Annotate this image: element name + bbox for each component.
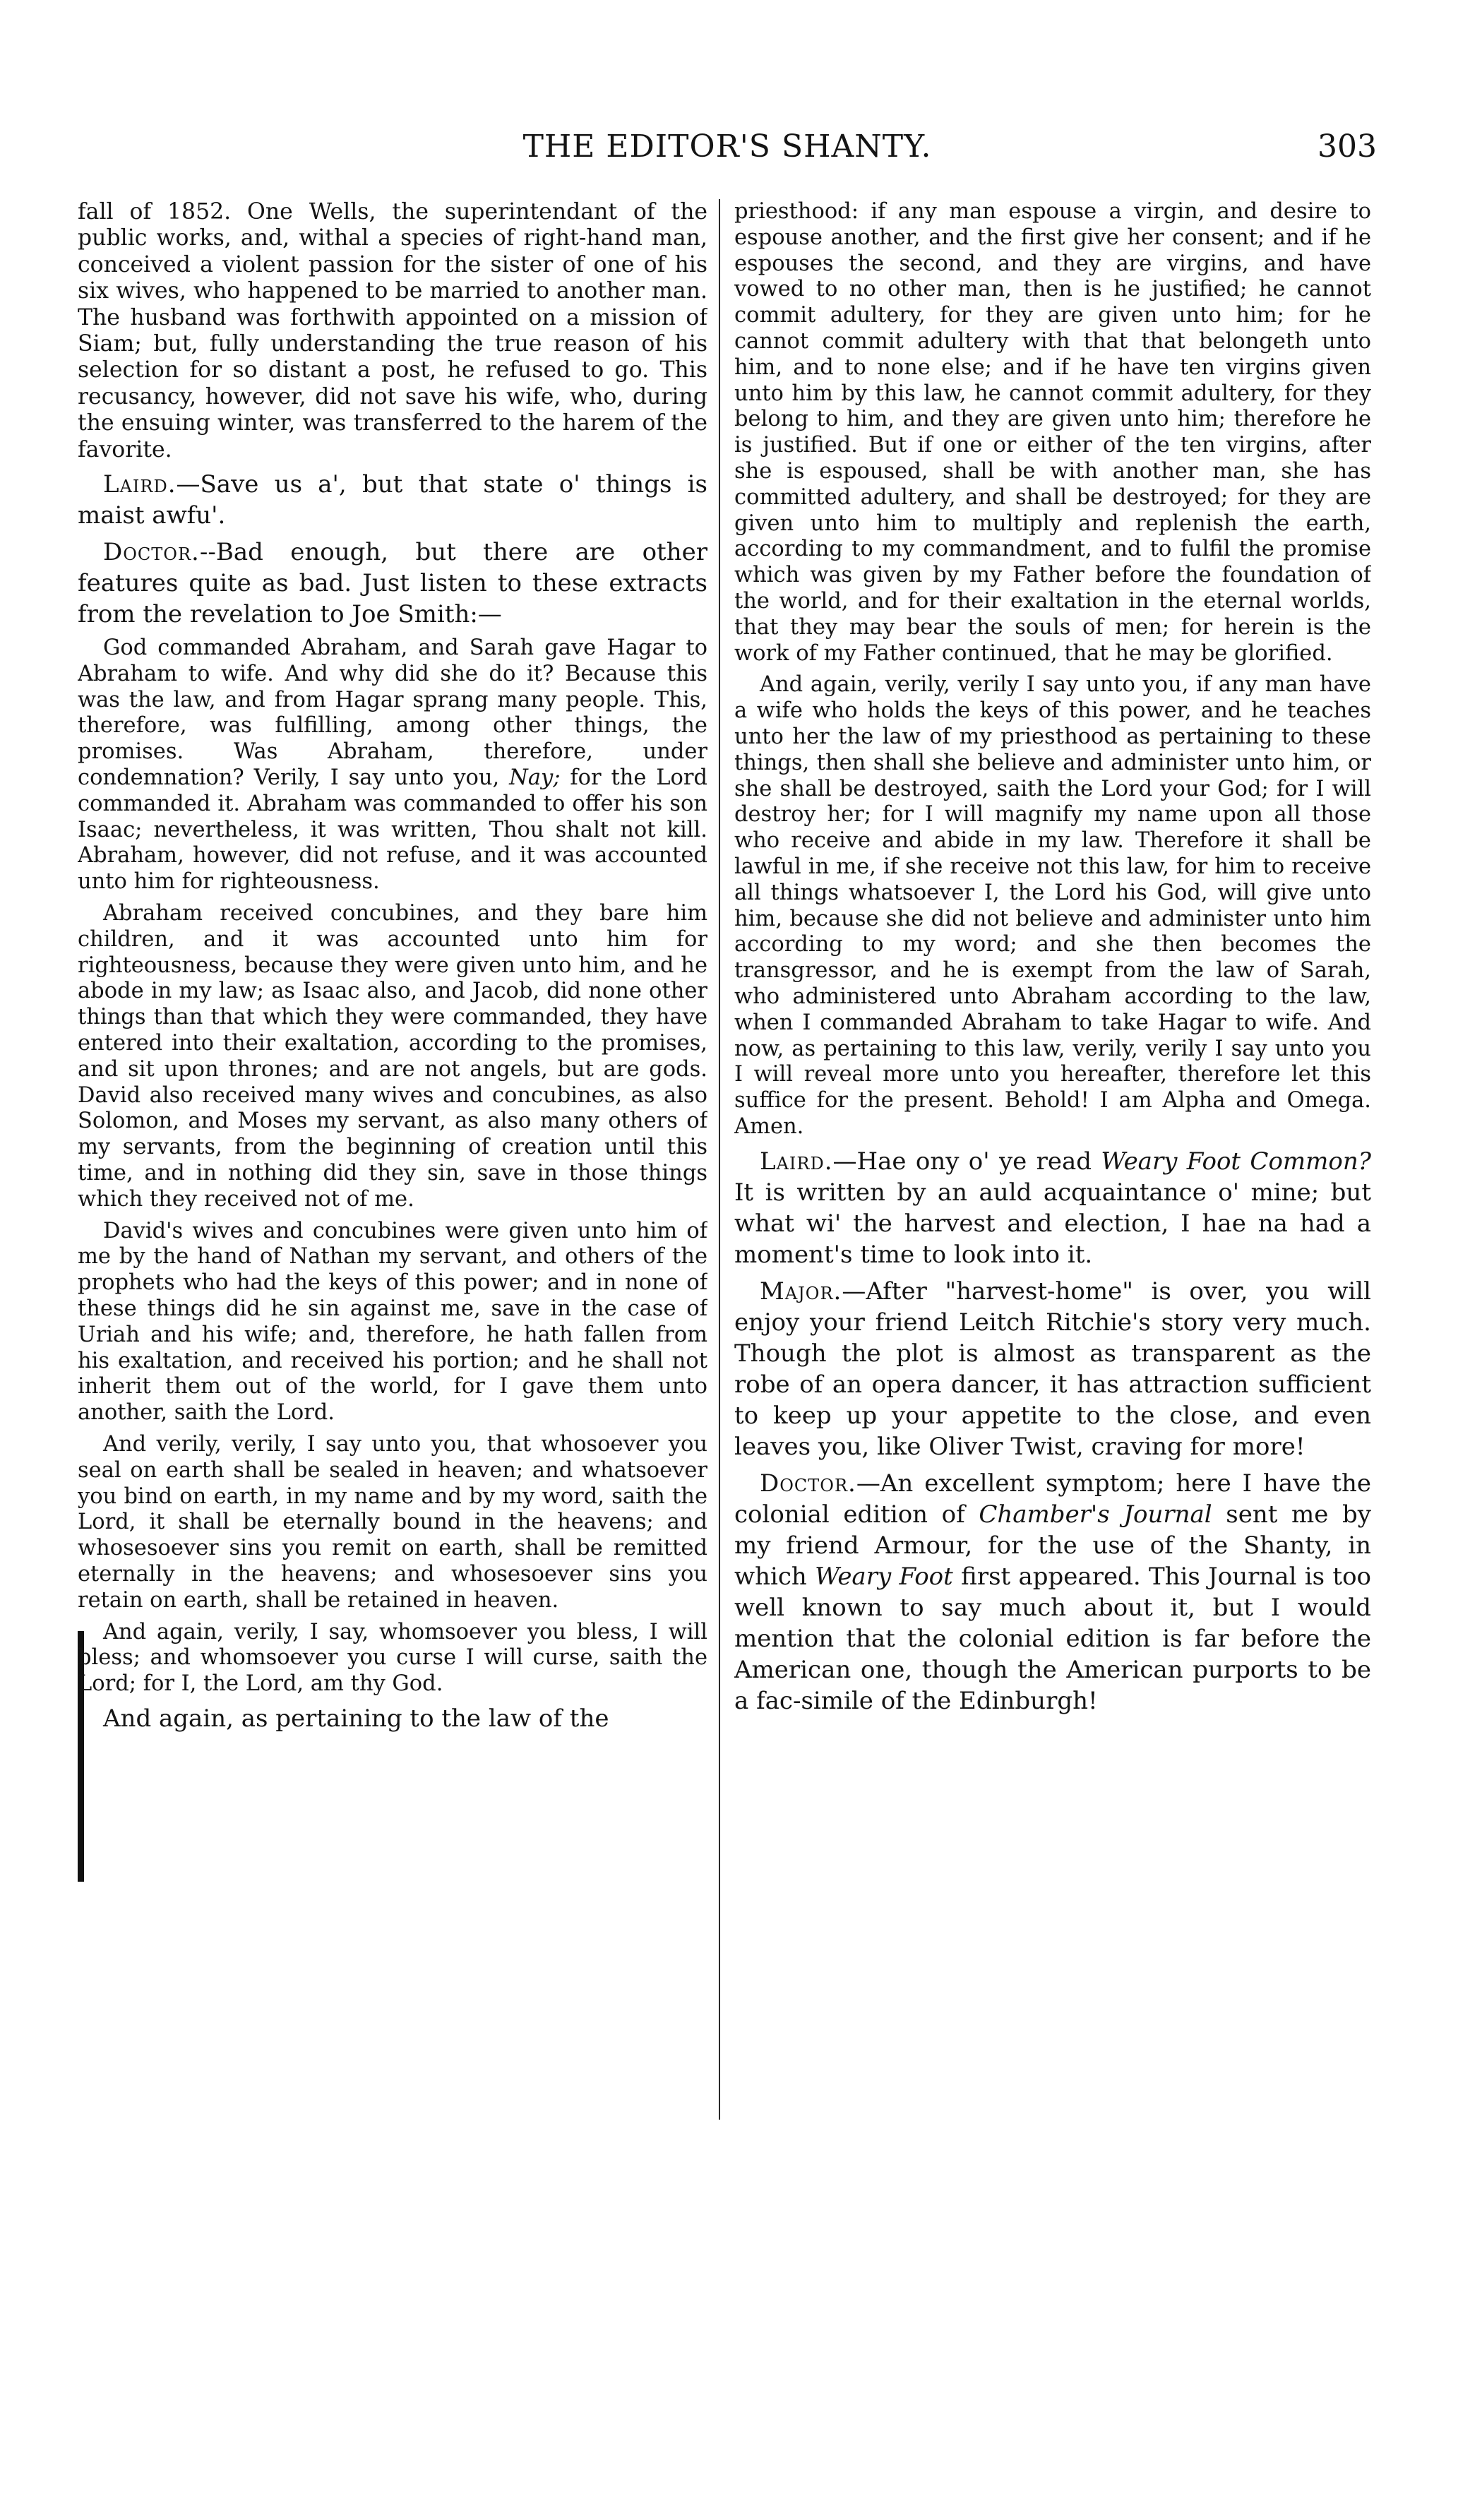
page-title: THE EDITOR'S SHANTY. [522, 129, 932, 165]
quote-text: God commanded Abraham, and Sarah gave Hagar to Abraham to wife. And why did she do it? Because this was the law, and from Hagar sprang many people. This, therefore, was fulfilling, among other things, the promises. Was Abraham, therefore, under condemnation? Verily, I say unto you, [78, 635, 707, 791]
paragraph: fall of 1852. One Wells, the superintendant of the public works, and, withal a species of right-hand man, conceived a violent passion for the sister of one of his six wives, who happened to be married to another man. The husband was forthwith appointed on a mission of Siam; but, fully understanding the true reason of his selection for so distant a post, he refused to go. This recusancy, however, did not save his wife, who, during the ensuing winter, was transferred to the harem of the favorite. [78, 199, 707, 462]
dialogue-text: It is written by an auld acquaintance o' mine; but what wi' the harvest and election, I hae na had a moment's time to look into it. [734, 1178, 1371, 1269]
dialogue-text: --Bad enough, but there are other features quite as bad. Just listen to these extracts from the revelation to Joe Smith:— [78, 538, 707, 629]
book-title: Weary Foot [815, 1562, 953, 1591]
quote-text: for the Lord commanded it. Abraham was commanded to offer his son Isaac; nevertheless, it was written, Thou shalt not kill. Abraham, however, did not refuse, and it was accounted unto him for righteousness. [78, 765, 707, 895]
dialogue-text: —Save us a', but that state o' things is maist awfu'. [78, 470, 707, 530]
dialogue-text: —After "harvest-home" is over, you will enjoy your friend Leitch Ritchie's story very much. Though the plot is almost as transparent as the robe of an opera dancer, it has attraction sufficient to keep up your appetite to the close, and even leaves you, like Oliver Twist, craving for more! [734, 1277, 1371, 1461]
dialogue-doctor [734, 1468, 1371, 1716]
dialogue-laird [78, 469, 707, 531]
dialogue-text: —Hae ony o' ye read [832, 1147, 1101, 1176]
quoted-paragraph: And again, verily, verily I say unto you, if any man have a wife who holds the keys of this power, and he teaches unto her the law of my priesthood as pertaining to these things, then shall she believe and administer unto him, or she shall be destroyed, saith the Lord your God; for I will destroy her; for I will magnify my name upon all those who receive and abide in my law. Therefore it shall be lawful in me, if she receive not this law, for him to receive all things whatsoever I, the Lord his God, will give unto him, because she did not believe and administer unto him according to my word; and she then becomes the transgressor, and he is exempt from the law of Sarah, who administered unto Abraham according to the law, when I commanded Abraham to take Hagar to wife. And now, as pertaining to this law, verily, verily I say unto you I will reveal more unto you hereafter, therefore let this suffice for the present. Behold! I am Alpha and Omega. Amen. [734, 672, 1371, 1139]
left-column [78, 199, 707, 2402]
speaker-name: Laird. [760, 1147, 833, 1176]
page-number: 303 [1317, 129, 1377, 165]
quoted-paragraph: Abraham received concubines, and they bare him children, and it was accounted unto him for righteousness, because they were given unto him, and he abode in my law; as Isaac also, and Jacob, did none other things than that which they were commanded, they have entered into their exaltation, according to the promises, and sit upon thrones; and are not angels, but are gods. David also received many wives and concubines, as also Solomon, and Moses my servant, as also many others of my servants, from the beginning of creation until this time, and in nothing did they sin, save in those things which they received not of me. [78, 901, 707, 1212]
speaker-name: Major. [760, 1277, 842, 1306]
speaker-name: Doctor. [103, 538, 200, 567]
quoted-paragraph: And again, as pertaining to the law of the [103, 1704, 609, 1733]
quoted-paragraph [78, 635, 707, 895]
quoted-paragraph: priesthood: if any man espouse a virgin, and desire to espouse another, and the first give her consent; and if he espouses the second, and they are virgins, and have vowed to no other man, then is he justified; he cannot commit adultery, for they are given unto him; for he cannot commit adultery with that that belongeth unto him, and to none else; and if he have ten virgins given unto him by this law, he cannot commit adultery, for they belong to him, and they are given unto him; therefore he is justified. But if one or either of the ten virgins, after she is espoused, shall be with another man, she has committed adultery, and shall be destroyed; for they are given unto him to multiply and replenish the earth, according to my commandment, and to fulfil the promise which was given by my Father before the foundation of the world, and for their exaltation in the eternal worlds, that they may bear the souls of men; for herein is the work of my Father continued, that he may be glorified. [734, 199, 1371, 666]
dialogue-laird [734, 1146, 1371, 1270]
quoted-paragraph: And verily, verily, I say unto you, that whosoever you seal on earth shall be sealed in heaven; and whatsoever you bind on earth, in my name and by my word, saith the Lord, it shall be eternally bound in the heavens; and whosesoever sins you remit on earth, shall be remitted eternally in the heavens; and whosesoever sins you retain on earth, shall be retained in heaven. [78, 1431, 707, 1613]
dialogue-text: —An excellent symptom; here I have the colonial edition of [734, 1469, 1371, 1529]
running-head [78, 129, 1377, 178]
quoted-paragraph: And again, verily, I say, whomsoever you bless, I will bless; and whomsoever you curse I will curse, saith the Lord; for I, the Lord, am thy God. [78, 1619, 707, 1697]
speaker-name: Laird. [103, 470, 177, 499]
speaker-name: Doctor. [760, 1469, 856, 1498]
column-divider [719, 199, 720, 2120]
right-column [734, 199, 1371, 2402]
quoted-paragraph: David's wives and concubines were given unto him of me by the hand of Nathan my servant, and others of the prophets who had the keys of this power; and in none of these things did he sin against me, save in the case of Uriah and his wife; and, therefore, he hath fallen from his exaltation, and received his portion; and he shall not inherit them out of the world, for I gave them unto another, saith the Lord. [78, 1218, 707, 1426]
dialogue-major [734, 1276, 1371, 1462]
book-title: Weary Foot Common? [1101, 1147, 1371, 1176]
quote-emphasis: Nay; [509, 765, 561, 791]
dialogue-text: sent me by my friend Armour, for the use of the Shanty, in which [734, 1500, 1371, 1591]
journal-title: Chamber's Journal [979, 1500, 1212, 1529]
dialogue-doctor [78, 537, 707, 630]
dialogue-text: first appeared. This Journal is too well known to say much about it, but I would mention that the colonial edition is far before the American one, though the American purports to be a fac-simile of the Edinburgh! [734, 1562, 1371, 1715]
